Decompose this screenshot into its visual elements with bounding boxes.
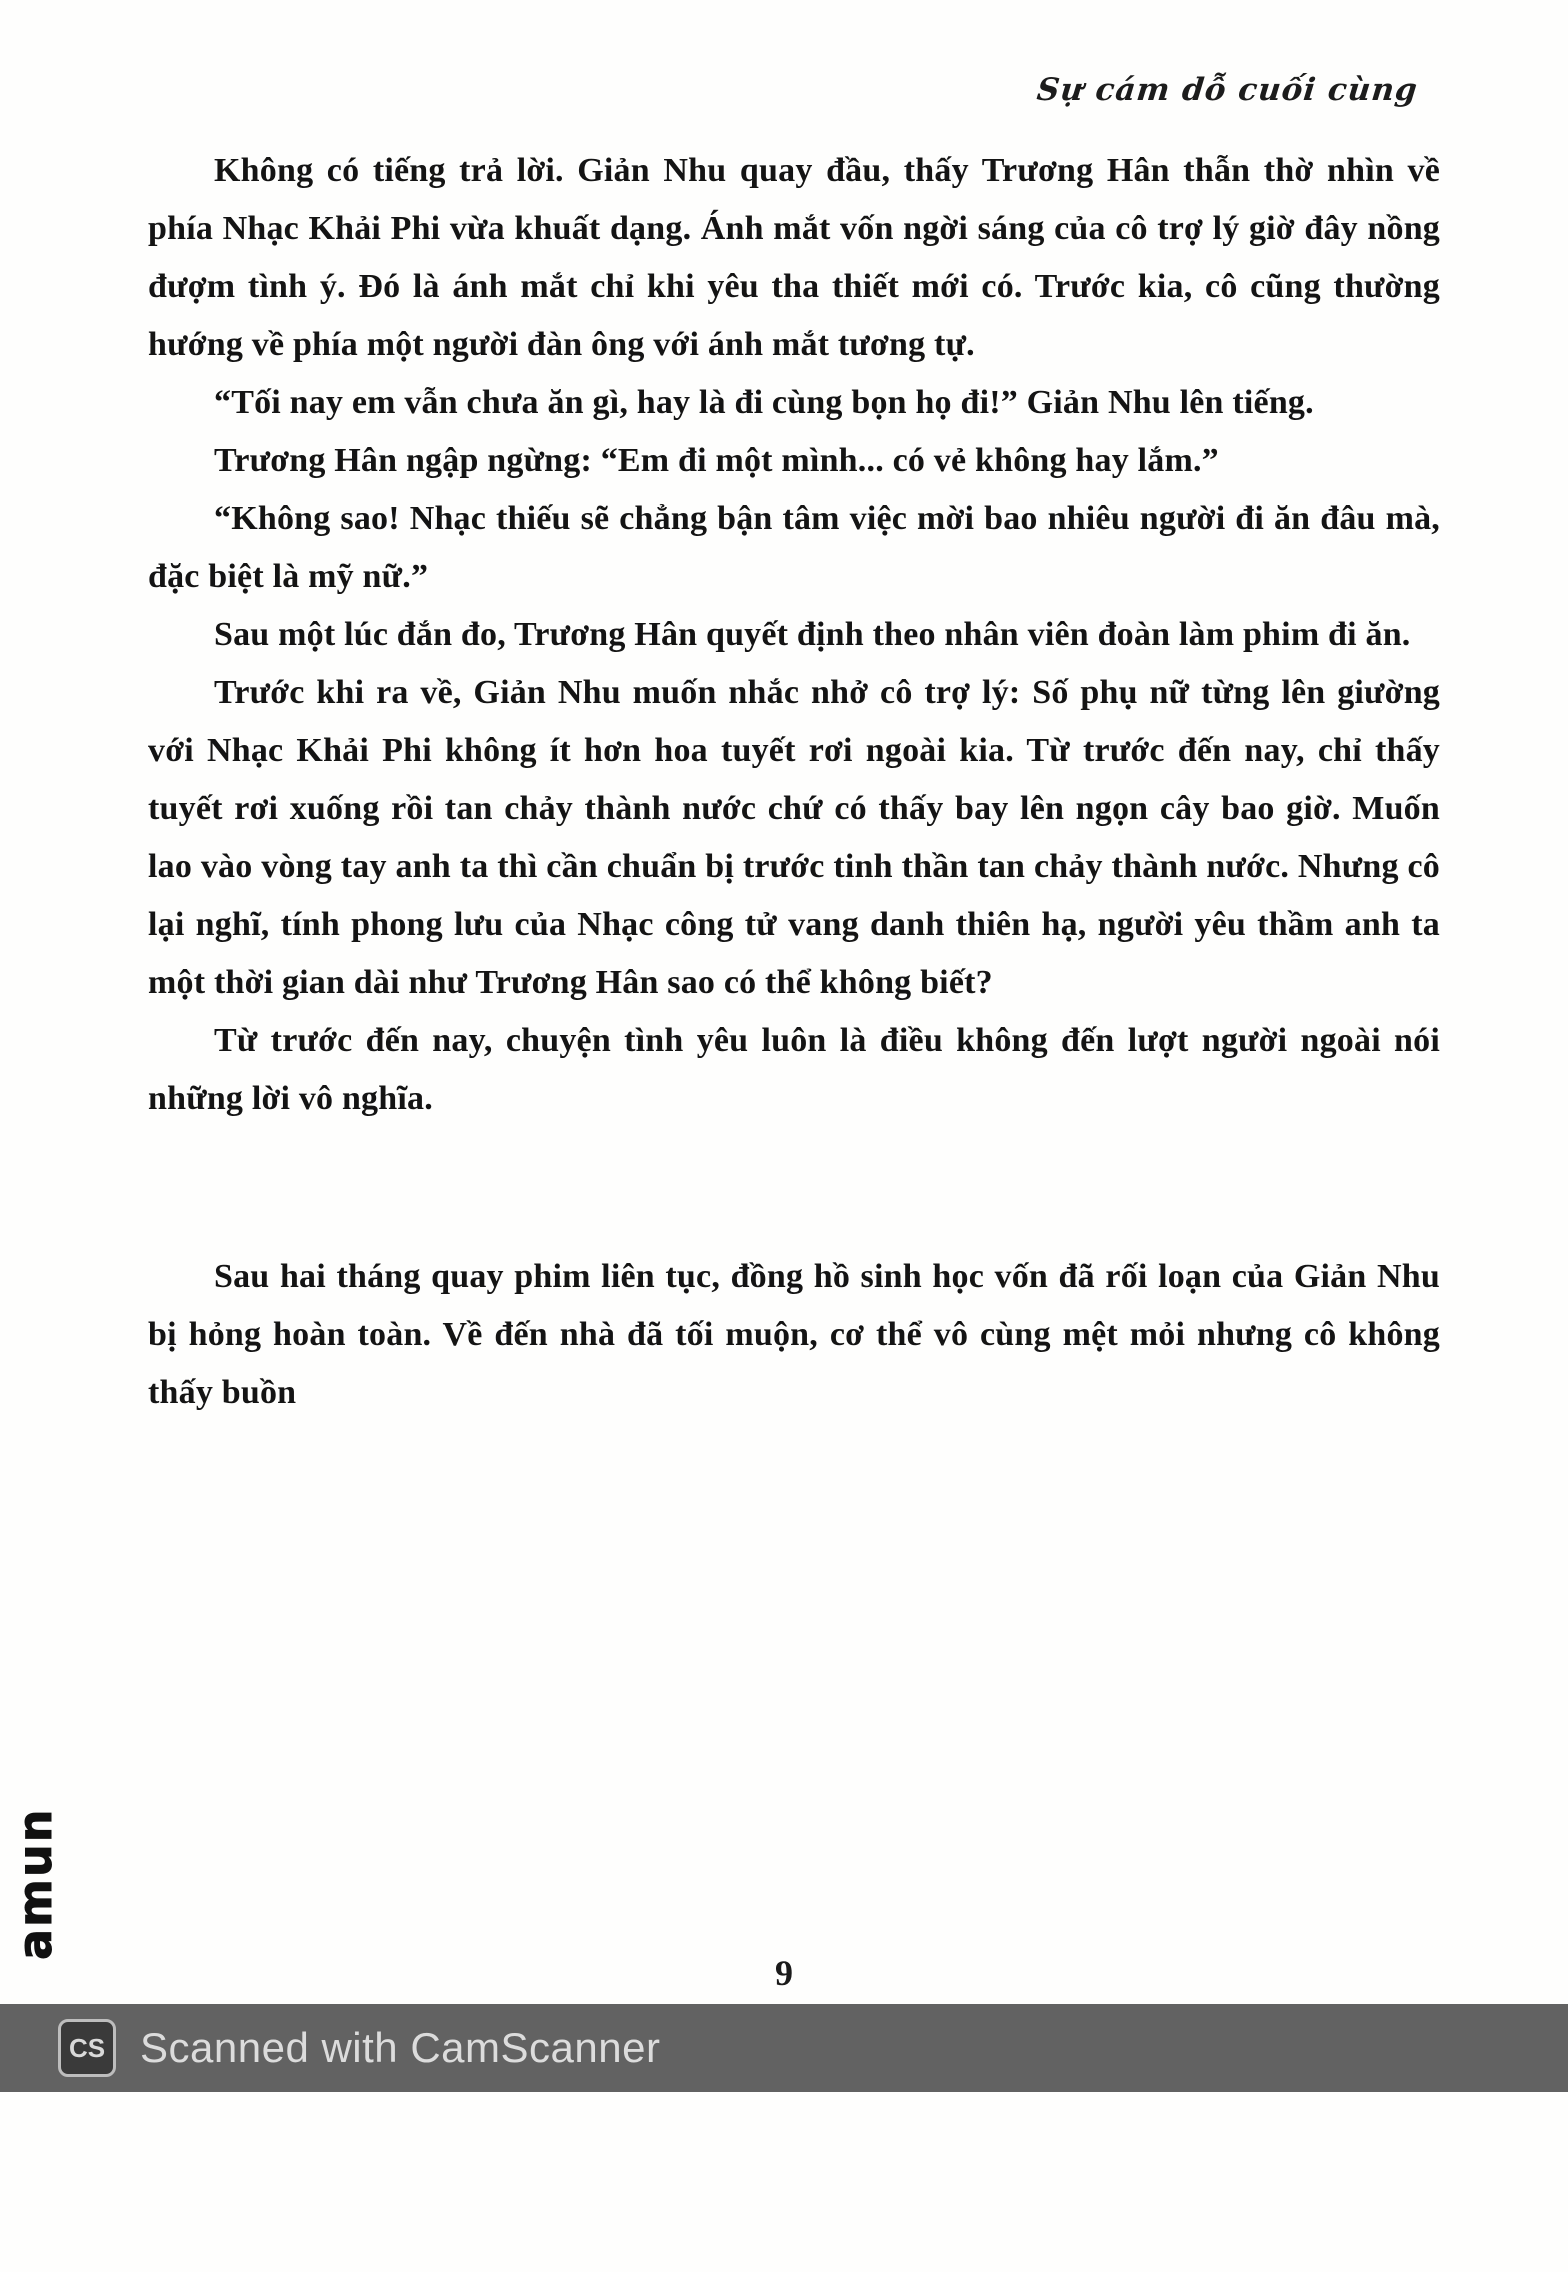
page-number: 9 (775, 1953, 793, 1993)
page-body (148, 142, 1440, 1422)
paragraph: Trước khi ra về, Giản Nhu muốn nhắc nhở cô trợ lý: Số phụ nữ từng lên giường với Nhạc Khải Phi không ít hơn hoa tuyết rơi ngoài kia. Từ trước đến nay, chỉ thấy tuyết rơi xuống rồi tan chảy thành nước chứ có thấy bay lên ngọn cây bao giờ. Muốn lao vào vòng tay anh ta thì cần chuẩn bị trước tinh thần tan chảy thành nước. Nhưng cô lại nghĩ, tính phong lưu của Nhạc công tử vang danh thiên hạ, người yêu thầm anh ta một thời gian dài như Trương Hân sao có thể không biết? (148, 674, 1440, 1001)
paragraph: “Tối nay em vẫn chưa ăn gì, hay là đi cùng bọn họ đi!” Giản Nhu lên tiếng. (214, 384, 1314, 421)
publisher-watermark: amun (8, 1807, 62, 1960)
running-header: Sự cám dỗ cuối cùng (1035, 72, 1420, 108)
camscanner-label: Scanned with CamScanner (140, 2024, 661, 2071)
camscanner-icon: CS (58, 2019, 116, 2077)
paragraph: Trương Hân ngập ngừng: “Em đi một mình... có vẻ không hay lắm.” (214, 442, 1219, 479)
paragraph: Không có tiếng trả lời. Giản Nhu quay đầu, thấy Trương Hân thẫn thờ nhìn về phía Nhạc Khải Phi vừa khuất dạng. Ánh mắt vốn ngời sáng của cô trợ lý giờ đây nồng đượm tình ý. Đó là ánh mắt chỉ khi yêu tha thiết mới có. Trước kia, cô cũng thường hướng về phía một người đàn ông với ánh mắt tương tự. (148, 152, 1440, 363)
camscanner-bar (0, 2004, 1568, 2092)
paragraph: Sau hai tháng quay phim liên tục, đồng hồ sinh học vốn đã rối loạn của Giản Nhu bị hỏng hoàn toàn. Về đến nhà đã tối muộn, cơ thể vô cùng mệt mỏi nhưng cô không thấy buồn (148, 1258, 1440, 1411)
paragraph: Sau một lúc đắn đo, Trương Hân quyết định theo nhân viên đoàn làm phim đi ăn. (214, 616, 1411, 653)
paragraph: Từ trước đến nay, chuyện tình yêu luôn là điều không đến lượt người ngoài nói những lời vô nghĩa. (148, 1022, 1440, 1117)
paragraph: “Không sao! Nhạc thiếu sẽ chẳng bận tâm việc mời bao nhiêu người đi ăn đâu mà, đặc biệt là mỹ nữ.” (148, 500, 1440, 595)
